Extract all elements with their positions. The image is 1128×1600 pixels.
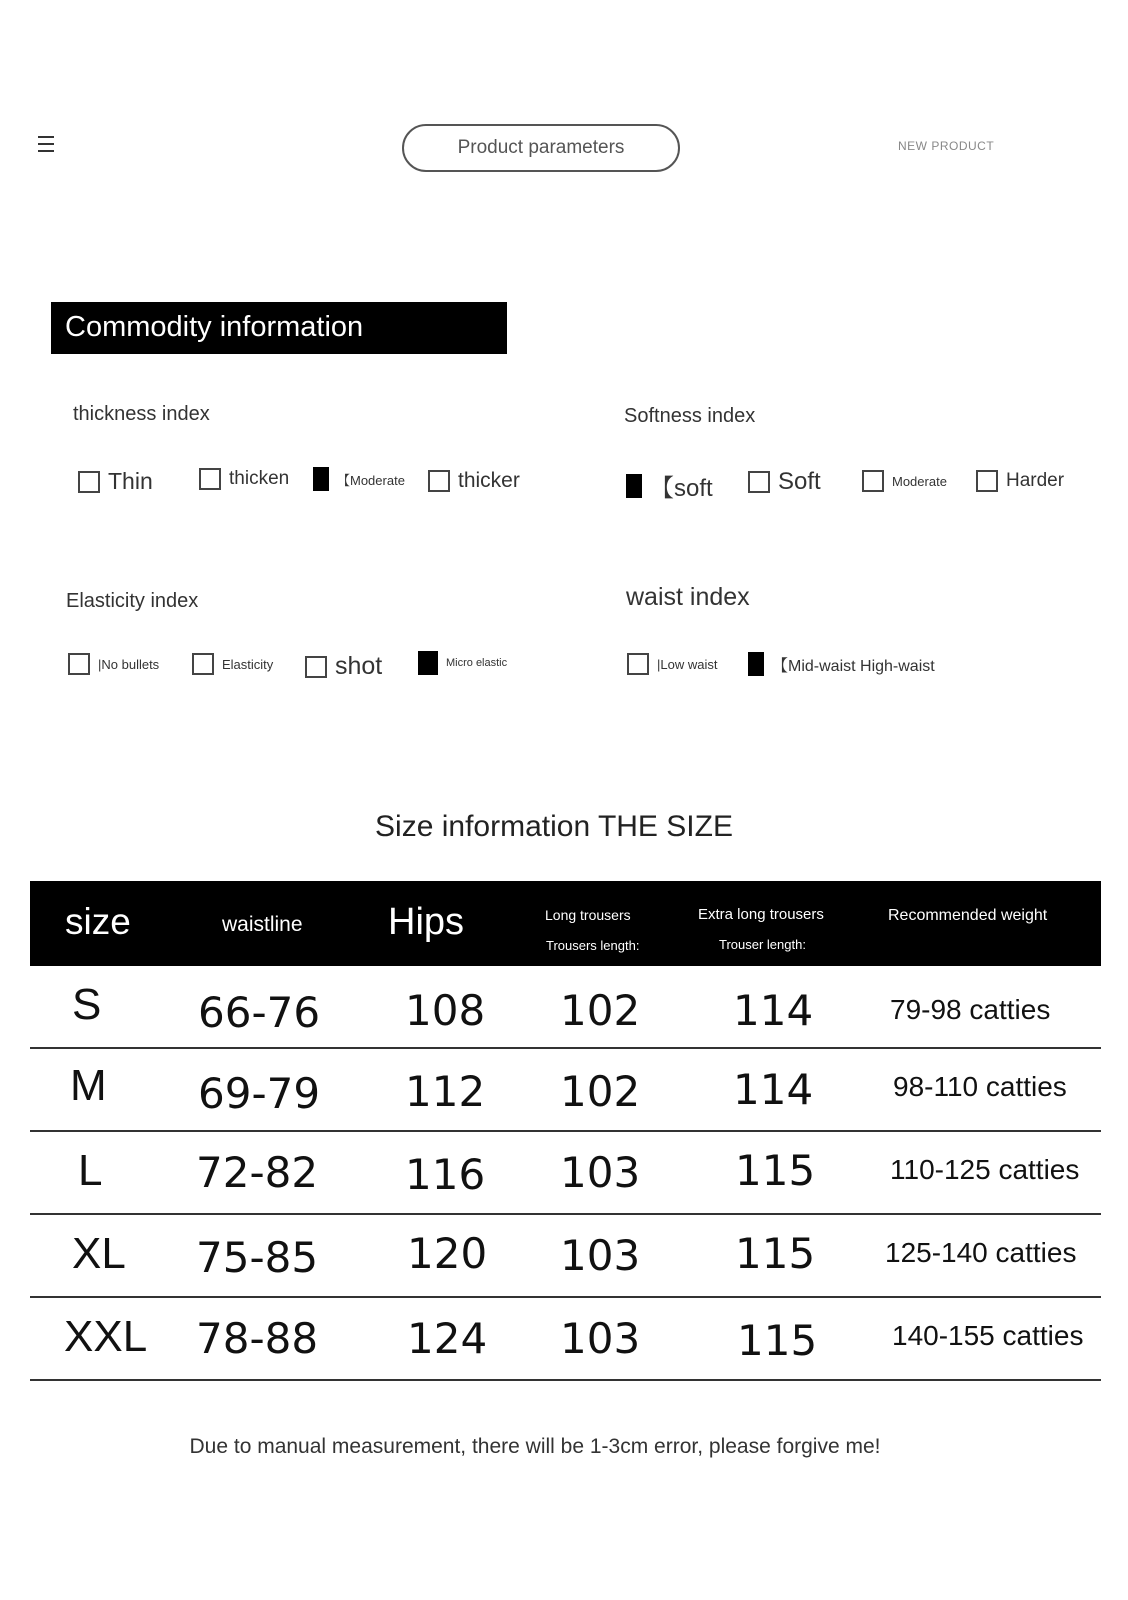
header-long-trousers-sub: Trousers length: xyxy=(546,938,640,953)
commodity-title: Commodity information xyxy=(51,302,507,354)
cell-weight: 125-140 catties xyxy=(885,1237,1077,1268)
cell-long: 103 xyxy=(560,1231,641,1280)
cell-hips: 108 xyxy=(405,986,486,1035)
cell-weight: 110-125 catties xyxy=(890,1154,1080,1185)
elasticity-option-no-bullets: |No bullets xyxy=(68,653,159,675)
cell-size: M xyxy=(70,1061,107,1110)
cell-weight: 140-155 catties xyxy=(892,1320,1084,1351)
cell-waistline: 69-79 xyxy=(198,1069,321,1118)
elasticity-option-shot: shot xyxy=(305,652,382,681)
table-row-l xyxy=(30,1132,1101,1215)
pill-label: Product parameters xyxy=(457,137,625,158)
cell-hips: 124 xyxy=(407,1314,488,1363)
checkbox xyxy=(627,653,649,675)
measurement-note: Due to manual measurement, there will be 1-3cm error, please forgive me! xyxy=(189,1435,881,1458)
cell-extra: 114 xyxy=(733,986,814,1035)
checkbox xyxy=(192,653,214,675)
cell-hips: 120 xyxy=(407,1229,488,1278)
header-recommended-weight: Recommended weight xyxy=(888,907,1048,924)
cell-waistline: 72-82 xyxy=(196,1148,319,1197)
cell-weight: 79-98 catties xyxy=(890,994,1051,1025)
softness-option-moderate: Moderate xyxy=(862,470,947,492)
size-info-title: Size information THE SIZE xyxy=(375,810,733,843)
cell-extra: 115 xyxy=(737,1316,818,1365)
header-hips: Hips xyxy=(388,901,465,943)
new-product-label: NEW PRODUCT xyxy=(898,139,995,153)
waist-index-title: waist index xyxy=(626,583,750,611)
checkbox xyxy=(78,471,100,493)
checkbox xyxy=(748,471,770,493)
cell-long: 102 xyxy=(560,986,641,1035)
header-extra-long-trousers-sub: Trouser length: xyxy=(719,937,806,952)
checkbox xyxy=(68,653,90,675)
header-waistline: waistline xyxy=(222,913,303,936)
cell-long: 103 xyxy=(560,1148,641,1197)
cell-hips: 112 xyxy=(405,1067,486,1116)
waist-option-low: |Low waist xyxy=(627,653,717,675)
checkbox-checked xyxy=(418,651,438,675)
header-extra-long-trousers: Extra long trousers xyxy=(698,906,824,923)
checkbox xyxy=(976,470,998,492)
table-row-xxl xyxy=(30,1298,1101,1381)
checkbox xyxy=(862,470,884,492)
elasticity-index-title: Elasticity index xyxy=(66,590,199,612)
cell-waistline: 66-76 xyxy=(198,988,321,1037)
checkbox-checked xyxy=(748,652,764,676)
thickness-option-thin: Thin xyxy=(78,468,153,495)
size-table-header xyxy=(30,881,1101,966)
cell-waistline: 75-85 xyxy=(196,1233,319,1282)
cell-extra: 115 xyxy=(735,1229,816,1278)
cell-hips: 116 xyxy=(405,1150,486,1199)
softness-index-title: Softness index xyxy=(624,405,756,427)
table-row-s xyxy=(30,966,1101,1049)
softness-option-soft: Soft xyxy=(748,468,821,496)
table-row-xl xyxy=(30,1215,1101,1298)
cell-size: L xyxy=(78,1146,103,1195)
cell-size: XL xyxy=(72,1229,126,1278)
cell-waistline: 78-88 xyxy=(196,1314,319,1363)
header-long-trousers: Long trousers xyxy=(545,907,631,923)
cell-long: 103 xyxy=(560,1314,641,1363)
softness-option-harder: Harder xyxy=(976,470,1064,492)
elasticity-option-micro-elastic: Micro elastic xyxy=(418,651,507,675)
waist-option-mid-high: 【Mid-waist High-waist xyxy=(748,652,935,676)
header-size: size xyxy=(65,901,131,942)
elasticity-option-elasticity: Elasticity xyxy=(192,653,273,675)
thickness-option-thicken: thicken xyxy=(199,468,289,490)
product-parameters-pill xyxy=(402,124,680,172)
cell-long: 102 xyxy=(560,1067,641,1116)
checkbox-checked xyxy=(626,474,642,498)
table-row-m xyxy=(30,1049,1101,1132)
cell-extra: 115 xyxy=(735,1146,816,1195)
thickness-option-moderate: 【Moderate xyxy=(313,467,405,491)
thickness-option-thicker: thicker xyxy=(428,469,520,493)
cell-size: S xyxy=(72,980,102,1029)
cell-extra: 114 xyxy=(733,1065,814,1114)
checkbox xyxy=(428,470,450,492)
checkbox xyxy=(305,656,327,678)
thickness-index-title: thickness index xyxy=(73,403,210,425)
cell-weight: 98-110 catties xyxy=(893,1071,1067,1102)
checkbox xyxy=(199,468,221,490)
hamburger-icon[interactable] xyxy=(38,136,56,152)
cell-size: XXL xyxy=(64,1312,148,1361)
softness-option-soft-checked: 【soft xyxy=(626,468,713,503)
checkbox-checked xyxy=(313,467,329,491)
